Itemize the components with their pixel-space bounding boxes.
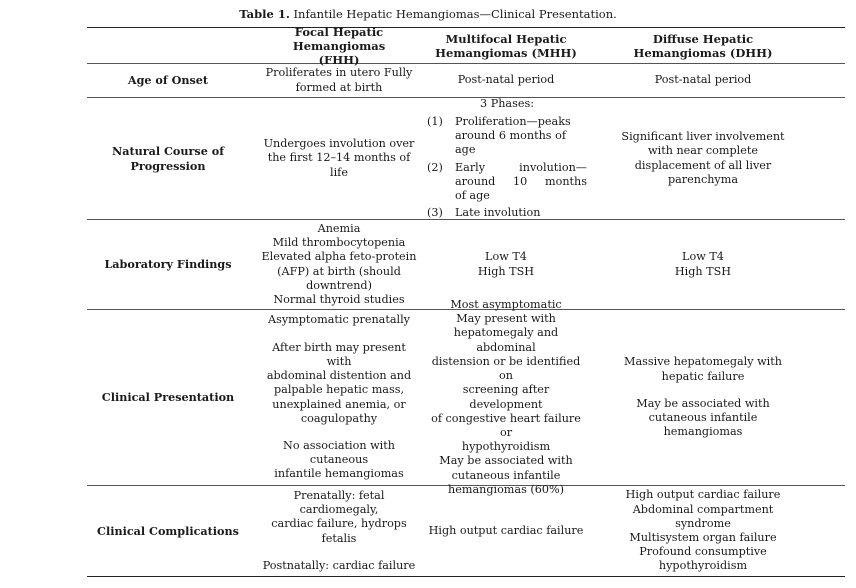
presentation-fhh: Asymptomatic prenatally After birth may present with abdominal distention and palpable hepatic mass, unexplained anemia, or coagulopathy No association with cutaneous infantile hemangiomas: [266, 313, 412, 481]
onset-mhh: Post-natal period: [457, 73, 555, 87]
onset-dhh: Post-natal period: [654, 73, 752, 87]
header-mhh: Multifocal Hepatic Hemangiomas (MHH): [435, 32, 577, 60]
presentation-dhh: Massive hepatomegaly with hepatic failure May be associated with cutaneous infantile hemangiomas: [624, 355, 782, 439]
complications-mhh: High output cardiac failure: [428, 523, 584, 537]
course-dhh: Significant liver involvement with near complete displacement of all liver parenchyma: [621, 130, 785, 186]
row-label-presentation: Clinical Presentation: [101, 390, 235, 405]
lab-dhh: Low T4 High TSH: [674, 250, 732, 278]
row-label-lab: Laboratory Findings: [104, 257, 232, 272]
table-caption: [0, 7, 856, 21]
row-label-onset: Age of Onset: [127, 73, 209, 88]
course-mhh: 3 Phases: (1) Proliferation—peaks around 6 months of age (2) Early involution— around 10 months of age (3) Late involution: [427, 96, 587, 220]
lab-mhh: Low T4 High TSH: [477, 250, 535, 278]
phase-item-3: (3) Late involution: [427, 206, 541, 220]
complications-fhh: Prenatally: fetal cardiomegaly, cardiac failure, hydrops fetalis Postnatally: cardiac failure: [262, 488, 416, 572]
top-rule: [87, 27, 845, 28]
row-label-course: Natural Course of Progression: [111, 144, 225, 173]
bottom-rule: [87, 576, 845, 577]
header-dhh: Diffuse Hepatic Hemangiomas (DHH): [633, 32, 773, 60]
phase-item-1: (1) Proliferation—peaks around 6 months of age: [427, 114, 571, 157]
caption-text: Infantile Hepatic Hemangiomas—Clinical Presentation.: [293, 7, 617, 21]
complications-dhh: High output cardiac failure Abdominal compartment syndrome Multisystem organ failure Profound consumptive hypothyroidism: [625, 488, 781, 573]
onset-fhh: Proliferates in utero Fully formed at birth: [265, 66, 413, 94]
row-label-complications: Clinical Complications: [97, 523, 239, 538]
phase-list: [427, 115, 587, 220]
header-fhh: Focal Hepatic Hemangiomas (FHH): [292, 25, 386, 67]
presentation-mhh: Most asymptomatic May present with hepatomegaly and abdominal distension or be identified on screening after development of congestive heart failure or hypothyroidism May be associated with cutaneous infantile hemangiomas (60%): [431, 298, 581, 496]
lab-fhh: Anemia Mild thrombocytopenia Elevated alpha feto-protein (AFP) at birth (should downtrend) Normal thyroid studies: [261, 221, 417, 306]
course-fhh: Undergoes involution over the first 12–14 months of life: [263, 137, 415, 179]
phase-item-2: (2) Early involution— around 10 months of age: [427, 160, 587, 202]
caption-label: Table 1.: [239, 7, 290, 21]
